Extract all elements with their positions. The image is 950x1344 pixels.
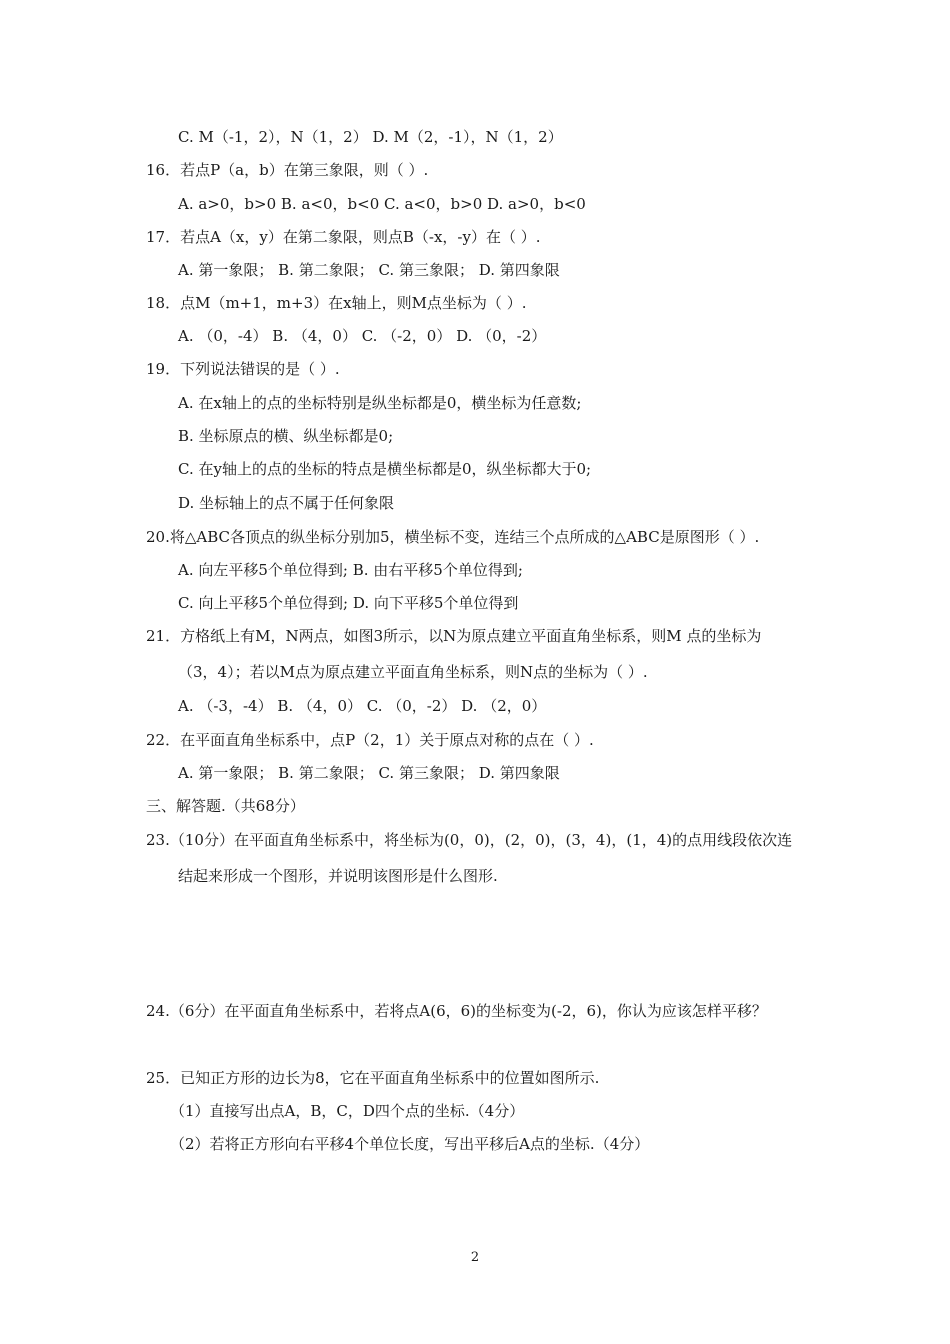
q24-stem: 24.（6分）在平面直角坐标系中，若将点A(6，6)的坐标变为(-2，6)，你认为应该怎样平移？	[146, 1002, 767, 1020]
q19-option-a: A. 在x轴上的点的坐标特别是纵坐标都是0，横坐标为任意数;	[178, 394, 582, 412]
q17-stem: 17．若点A（x，y）在第二象限，则点B（-x，-y）在（ ）.	[146, 228, 541, 246]
q20-options-ab: A. 向左平移5个单位得到; B. 由右平移5个单位得到;	[178, 561, 523, 579]
q19-stem: 19．下列说法错误的是（ ）.	[146, 360, 340, 378]
q18-options: A. （0，-4） B. （4，0） C. （-2，0） D. （0，-2）	[178, 327, 547, 345]
q20-options-cd: C. 向上平移5个单位得到; D. 向下平移5个单位得到	[178, 594, 519, 612]
q21-stem-line1: 21．方格纸上有M，N两点，如图3所示，以N为原点建立平面直角坐标系，则M 点的坐标为	[146, 627, 762, 645]
q19-option-d: D. 坐标轴上的点不属于任何象限	[178, 494, 395, 512]
q22-options: A. 第一象限； B. 第二象限； C. 第三象限； D. 第四象限	[178, 764, 560, 782]
q25-stem: 25．已知正方形的边长为8，它在平面直角坐标系中的位置如图所示.	[146, 1069, 600, 1087]
section-heading: 三、解答题.（共68分）	[146, 797, 305, 815]
q16-stem: 16．若点P（a，b）在第三象限，则（ ）.	[146, 161, 429, 179]
q19-option-b: B. 坐标原点的横、纵坐标都是0;	[178, 427, 394, 445]
q20-stem: 20.将△ABC各顶点的纵坐标分别加5，横坐标不变，连结三个点所成的△ABC是原图形（ ）.	[146, 528, 760, 546]
q16-options: A. a>0，b>0 B. a<0，b<0 C. a<0，b>0 D. a>0，b<0	[178, 195, 586, 213]
q22-stem: 22．在平面直角坐标系中，点P（2，1）关于原点对称的点在（ ）.	[146, 731, 594, 749]
q25-part1: （1）直接写出点A，B，C，D四个点的坐标.（4分）	[170, 1102, 525, 1120]
q21-stem-line2: （3，4）；若以M点为原点建立平面直角坐标系，则N点的坐标为（ ）.	[178, 663, 648, 681]
q23-stem-line2: 结起来形成一个图形，并说明该图形是什么图形.	[178, 867, 498, 885]
q25-part2: （2）若将正方形向右平移4个单位长度，写出平移后A点的坐标.（4分）	[170, 1135, 650, 1153]
q15-options-cd: C. M（-1，2），N（1，2） D. M（2，-1），N（1，2）	[178, 128, 563, 146]
q19-option-c: C. 在y轴上的点的坐标的特点是横坐标都是0，纵坐标都大于0;	[178, 460, 592, 478]
q21-options: A. （-3，-4） B. （4，0） C. （0，-2） D. （2，0）	[178, 697, 547, 715]
page-number: 2	[470, 1250, 480, 1265]
q18-stem: 18．点M（m+1，m+3）在x轴上，则M点坐标为（ ）.	[146, 294, 527, 312]
q17-options: A. 第一象限； B. 第二象限； C. 第三象限； D. 第四象限	[178, 261, 560, 279]
q23-stem-line1: 23.（10分）在平面直角坐标系中，将坐标为(0，0)，(2，0)，(3，4)，(1，4)的点用线段依次连	[146, 831, 793, 849]
